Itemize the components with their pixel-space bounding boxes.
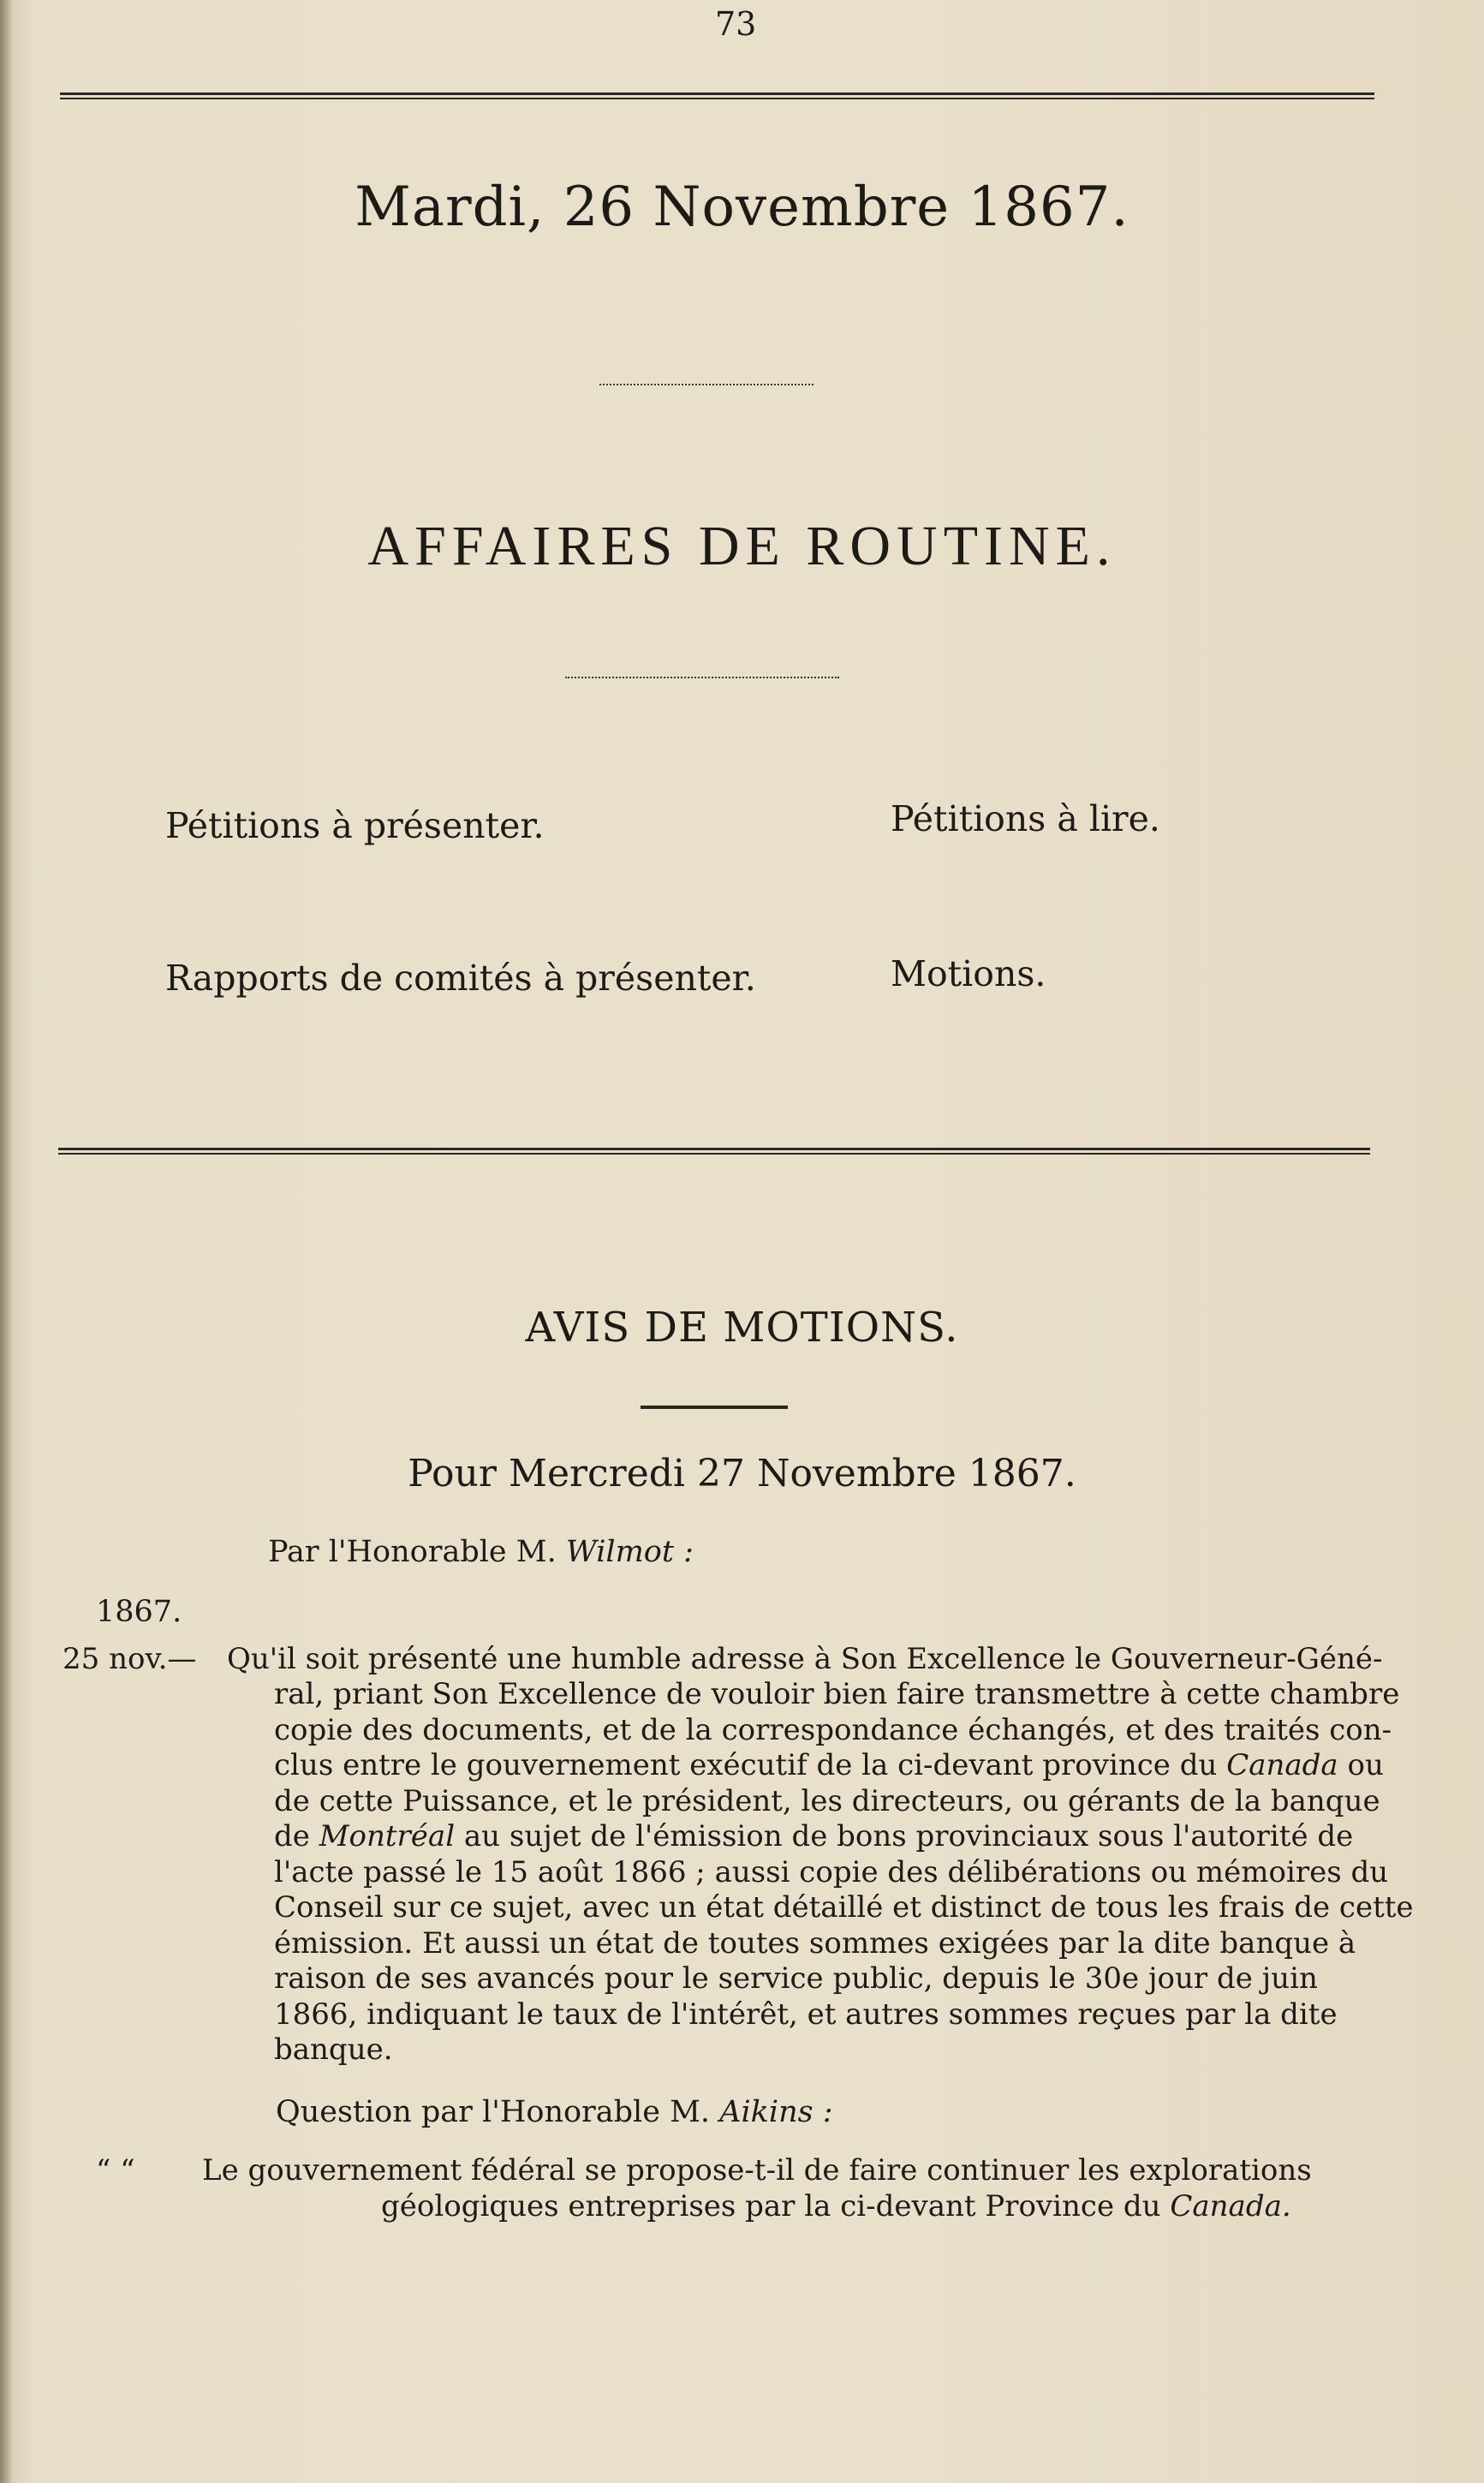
motion-line: l'acte passé le 15 août 1866 ; aussi copie des délibérations ou mémoires du [274, 1854, 1389, 1889]
motion-line [274, 1819, 1414, 1855]
motion-line: banque. [274, 2032, 393, 2067]
motion-first-line: Qu'il soit présenté une humble adresse à Son Excellence le Gouverneur-Géné- [227, 1642, 1383, 1676]
routine-petitions-lire: Pétitions à lire. [891, 798, 1160, 839]
motion-author-name: Wilmot : [565, 1535, 694, 1569]
avis-title: AVIS DE MOTIONS. [525, 1304, 959, 1352]
motion-line: de cette Puissance, et le président, les directeurs, ou gérants de la banque [274, 1783, 1380, 1818]
session-date-title: Mardi, 26 Novembre 1867. [355, 176, 1129, 239]
wavy-divider [565, 677, 839, 678]
question-line-text: géologiques entreprises par la ci-devant Province du [381, 2189, 1161, 2223]
question-author [276, 2095, 833, 2129]
top-double-rule [60, 93, 1374, 99]
book-binding-edge [0, 0, 12, 2483]
question-line-1: Le gouvernement fédéral se propose-t-il de faire continuer les explorations [202, 2153, 1312, 2188]
motion-body [274, 1677, 1414, 2068]
motion-line-italic: Montréal [319, 1819, 456, 1853]
routine-motions: Motions. [891, 953, 1046, 994]
routine-banner: AFFAIRES DE ROUTINE. [367, 515, 1117, 577]
page-number: 73 [715, 5, 757, 43]
motion-line: copie des documents, et de la correspondance échangés, et des traités con- [274, 1712, 1392, 1747]
motion-date: 25 nov.— [63, 1642, 197, 1676]
motion-line [274, 1748, 1414, 1784]
motion-line: 1866, indiquant le taux de l'intérêt, et autres sommes reçues par la dite [274, 1997, 1338, 2032]
ditto-quotes: “ “ [96, 2153, 135, 2188]
routine-petitions-presenter: Pétitions à présenter. [165, 805, 545, 846]
question-author-prefix: Question par l'Honorable M. [276, 2095, 711, 2129]
routine-rapports: Rapports de comités à présenter. [165, 958, 756, 999]
motion-line: émission. Et aussi un état de toutes sommes exigées par la dite banque à [274, 1925, 1356, 1961]
short-rule [641, 1406, 788, 1409]
question-line-italic: Canada. [1170, 2189, 1291, 2223]
motion-line-text: clus entre le gouvernement exécutif de la ci-devant province du [274, 1748, 1218, 1782]
motion-line: ral, priant Son Excellence de vouloir bien faire transmettre à cette chambre [274, 1677, 1400, 1711]
motion-year: 1867. [96, 1595, 182, 1629]
motion-author [268, 1535, 694, 1569]
motion-author-prefix: Par l'Honorable M. [268, 1535, 557, 1569]
motion-line: raison de ses avancés pour le service public, depuis le 30e jour de juin [274, 1961, 1318, 1996]
pour-date: Pour Mercredi 27 Novembre 1867. [408, 1452, 1076, 1495]
wavy-divider [599, 384, 814, 385]
section-double-rule [58, 1148, 1370, 1155]
motion-line-italic: Canada [1226, 1748, 1338, 1782]
motion-line-end: ou [1347, 1748, 1384, 1782]
question-author-name: Aikins : [719, 2095, 833, 2129]
motion-line: Conseil sur ce sujet, avec un état détaillé et distinct de tous les frais de cette [274, 1890, 1414, 1925]
motion-line-text: au sujet de l'émission de bons provinciaux sous l'autorité de [463, 1819, 1354, 1853]
motion-line-prefix: de [274, 1819, 310, 1853]
question-line-2 [381, 2189, 1291, 2225]
